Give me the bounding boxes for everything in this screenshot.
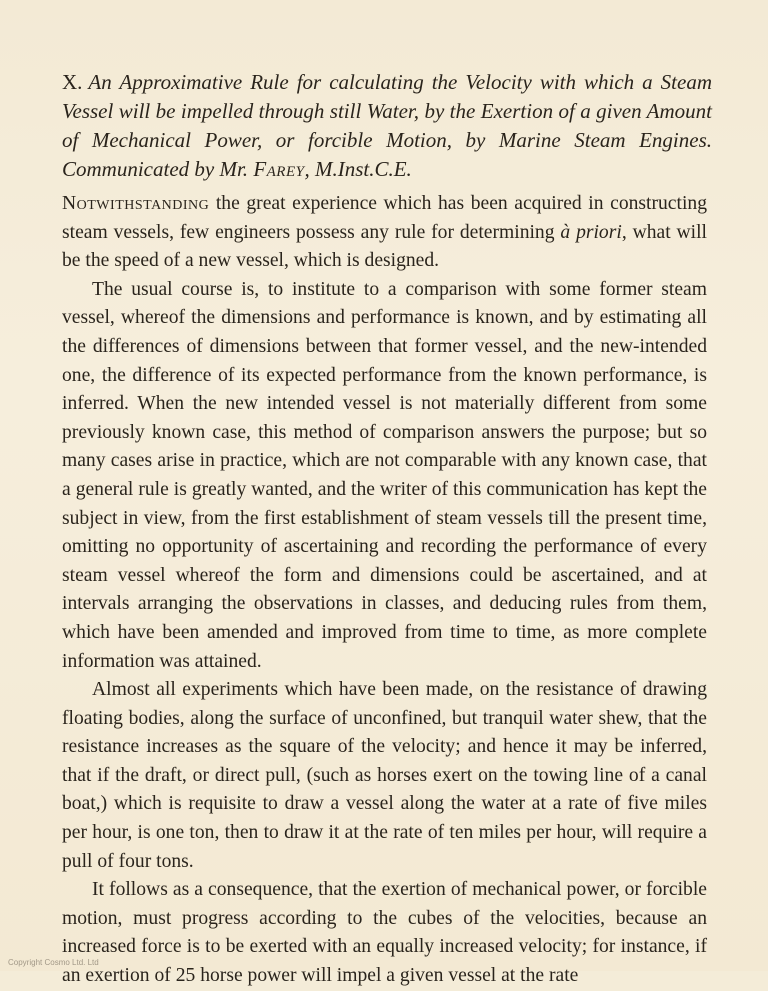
article-number: X. (62, 70, 83, 94)
paragraph-1 (62, 190, 707, 276)
paragraph-2: The usual course is, to institute to a comparison with some former steam vessel, whereof the dimensions and performance is known, and by estimating all the differences of dimensions between that former vessel, and the new-intended one, the difference of its expected performance from the known performance, is inferred. When the new intended vessel is not materially different from some previously known case, this method of comparison answers the purpose; but so many cases arise in practice, which are not comparable with any known case, that a general rule is greatly wanted, and the writer of this communication has kept the subject in view, from the first establishment of steam vessels till the present time, omitting no opportunity of ascertaining and recording the performance of every steam vessel whereof the form and dimensions could be ascertained, and at intervals arranging the observations in classes, and deducing rules from them, which have been amended and improved from time to time, as more complete information was attained. (62, 278, 707, 672)
paragraph-3: Almost all experiments which have been made, on the resistance of drawing floating bodies, along the surface of unconfined, but tranquil water shew, that the resistance increases as the square of the velocity; and hence it may be inferred, that if the draft, or direct pull, (such as horses exert on the towing line of a canal boat,) which is requisite to draw a vessel along the water at a rate of five miles per hour, is one ton, then to draw it at the rate of ten miles per hour, will require a pull of four tons. (62, 679, 707, 872)
article-body (62, 190, 707, 991)
paragraph-1-italic: à priori (560, 221, 622, 243)
article-heading (62, 68, 712, 184)
copyright-footer: Copyright Cosmo Ltd. Ltd (8, 958, 99, 967)
heading-title-part-a: An Approximative Rule for calculating the Velocity with which a Steam Vessel will be impelled through still Water, by the Exertion of a given Amount of Mechanical Power, or forcible Motion, by Marine Steam Engines. Communicated by Mr. (62, 70, 712, 181)
paragraph-1-text-b: , what will be the speed of a new vessel, which is designed. (62, 221, 708, 272)
paragraph-4: It follows as a consequence, that the exertion of mechanical power, or forcible motion, must progress according to the cubes of the velocities, because an increased force is to be exerted with an equally increased velocity; for instance, if an exertion of 25 horse power will impel a given vessel at the rate (62, 879, 707, 987)
heading-title-part-b: , M.Inst.C.E. (304, 157, 412, 181)
paragraph-1-text-a: the great experience which has been acquired in constructing steam vessels, few engineers possess any rule for determining (62, 193, 707, 243)
heading-author: Farey (253, 157, 305, 181)
paragraph-1-lead-word: Notwithstanding (62, 193, 210, 214)
